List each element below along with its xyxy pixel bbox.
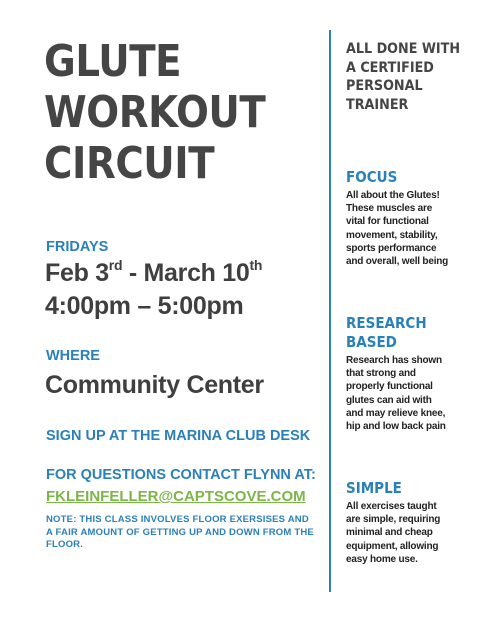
trainer-intro: ALL DONE WITH A CERTIFIED PERSONAL TRAINER bbox=[346, 41, 461, 113]
page-title bbox=[44, 36, 282, 189]
research-heading: RESEARCH BASED bbox=[346, 314, 427, 351]
floor-exercise-note: NOTE: THIS CLASS INVOLVES FLOOR EXERSISES AND A FAIR AMOUNT OF GETTING UP AND DOWN FROM THE FLOOR. bbox=[46, 514, 314, 550]
date-start-suffix: rd bbox=[108, 257, 123, 273]
research-text: Research has shown that strong and properly functional glutes can aid with and may relieve knee, hip and low back pain bbox=[346, 355, 446, 433]
title-line: GLUTE bbox=[44, 36, 182, 87]
schedule-label: FRIDAYS bbox=[46, 239, 109, 255]
focus-text: All about the Glutes! These muscles are vital for functional movement, stability, sports performance and overall, well being bbox=[346, 190, 449, 268]
column-divider bbox=[329, 30, 331, 592]
contact-label: FOR QUESTIONS CONTACT FLYNN AT: bbox=[46, 467, 316, 483]
date-end-suffix: th bbox=[249, 257, 263, 273]
schedule-dates bbox=[45, 259, 262, 288]
date-separator: - March 10 bbox=[122, 259, 250, 287]
signup-text: SIGN UP AT THE MARINA CLUB DESK bbox=[46, 428, 311, 444]
simple-text: All exercises taught are simple, requiring minimal and cheap equipment, allowing easy home use. bbox=[346, 501, 441, 565]
simple-heading: SIMPLE bbox=[346, 479, 402, 497]
date-start: Feb 3 bbox=[45, 259, 109, 287]
location-label: WHERE bbox=[46, 348, 100, 364]
schedule-time: 4:00pm – 5:00pm bbox=[45, 292, 244, 320]
location-value: Community Center bbox=[45, 371, 264, 399]
focus-heading: FOCUS bbox=[346, 168, 398, 186]
title-line: WORKOUT bbox=[44, 87, 266, 138]
title-line: CIRCUIT bbox=[44, 138, 215, 189]
contact-email-link[interactable]: FKLEINFELLER@CAPTSCOVE.COM bbox=[46, 488, 306, 505]
